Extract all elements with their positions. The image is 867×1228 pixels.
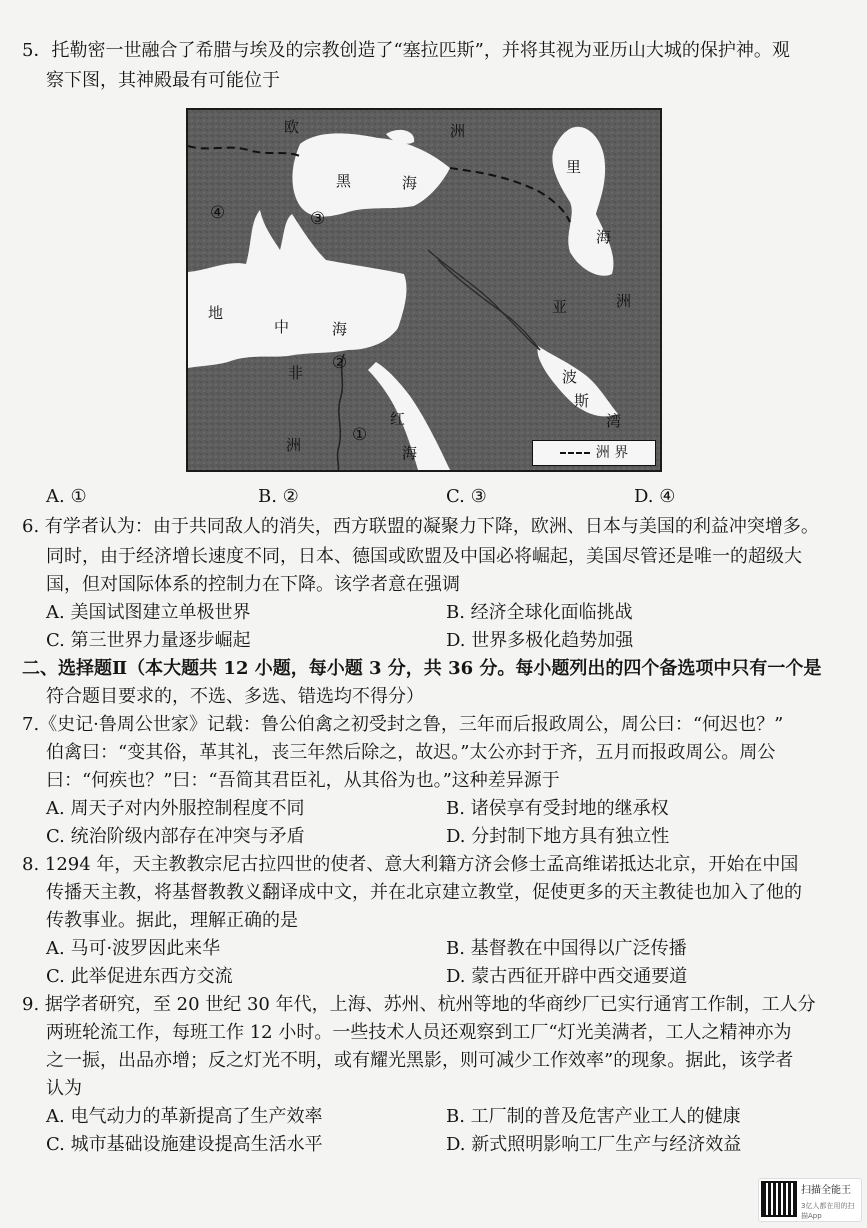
q5-option-b[interactable]: B. ②	[258, 486, 299, 507]
marker-4: ④	[210, 203, 226, 223]
map-legend	[532, 440, 656, 466]
q6-option-b[interactable]: B. 经济全球化面临挑战	[446, 602, 633, 623]
section-2-heading: 二、选择题Ⅱ（本大题共 12 小题，每小题 3 分，共 36 分。每小题列出的四个备选项中只有一个是	[22, 658, 822, 679]
q6-stem-line-1: 6. 有学者认为：由于共同敌人的消失，西方联盟的凝聚力下降，欧洲、日本与美国的利益冲突增多。	[22, 516, 819, 537]
q5-map	[186, 108, 662, 472]
q5-option-c[interactable]: C. ③	[446, 486, 487, 507]
q7-stem-line-1: 7.《史记·鲁周公世家》记载：鲁公伯禽之初受封之鲁，三年而后报政周公，周公曰：“何迟也？”	[22, 714, 784, 735]
q7-stem-line-2: 伯禽曰：“变其俗，革其礼，丧三年然后除之，故迟。”太公亦封于齐，五月而报政周公。周公	[46, 742, 776, 763]
q9-option-d[interactable]: D. 新式照明影响工厂生产与经济效益	[446, 1134, 742, 1155]
q8-stem-line-1: 8. 1294 年，天主教教宗尼古拉四世的使者、意大利籍方济会修士孟高维诺抵达北京，开始在中国	[22, 854, 799, 875]
marker-3: ③	[310, 209, 326, 229]
watermark-app-name: 扫描全能王	[801, 1185, 851, 1196]
label-africa-2: 洲	[286, 436, 302, 454]
q9-stem-line-2: 两班轮流工作，每班工作 12 小时。一些技术人员还观察到工厂“灯光美满者，工人之精神亦为	[46, 1022, 792, 1043]
q8-option-a[interactable]: A. 马可·波罗因此来华	[46, 938, 221, 959]
watermark-subtitle: 3亿人都在用的扫描App	[801, 1202, 855, 1220]
label-persian-3: 湾	[606, 412, 622, 430]
q8-option-d[interactable]: D. 蒙古西征开辟中西交通要道	[446, 966, 688, 987]
q7-option-a[interactable]: A. 周天子对内外服控制程度不同	[46, 798, 305, 819]
label-asia: 亚	[552, 298, 568, 316]
q8-option-c[interactable]: C. 此举促进东西方交流	[46, 966, 233, 987]
q6-stem-line-2: 同时，由于经济增长速度不同，日本、德国或欧盟及中国必将崛起，美国尽管还是唯一的超级大	[46, 546, 802, 567]
marker-2: ②	[332, 353, 348, 373]
section-2-heading-line-2: 符合题目要求的，不选、多选、错选均不得分）	[46, 686, 424, 707]
q9-option-c[interactable]: C. 城市基础设施建设提高生活水平	[46, 1134, 323, 1155]
label-med-3: 海	[332, 320, 348, 338]
legend-label: 洲 界	[595, 445, 629, 461]
q7-stem-line-3: 曰：“何疾也？”曰：“吾简其君臣礼，从其俗为也。”这种差异源于	[46, 770, 560, 791]
q9-stem-line-3: 之一振，出品亦增；反之灯光不明，或有耀光黑影，则可减少工作效率”的现象。据此，该学者	[46, 1050, 794, 1071]
q5-stem-line-1: 5．托勒密一世融合了希腊与埃及的宗教创造了“塞拉匹斯”，并将其视为亚历山大城的保护神。观	[22, 40, 790, 61]
map-figure	[188, 110, 660, 470]
q6-option-c[interactable]: C. 第三世界力量逐步崛起	[46, 630, 251, 651]
q5-option-d[interactable]: D. ④	[634, 486, 676, 507]
label-med: 地	[208, 304, 224, 322]
label-europe-2: 洲	[450, 122, 466, 140]
label-caspian: 里	[566, 158, 582, 176]
q9-option-a[interactable]: A. 电气动力的革新提高了生产效率	[46, 1106, 323, 1127]
q6-stem-line-3: 国，但对国际体系的控制力在下降。该学者意在强调	[46, 574, 460, 595]
q8-option-b[interactable]: B. 基督教在中国得以广泛传播	[446, 938, 687, 959]
label-black-sea-2: 海	[402, 174, 418, 192]
label-med-2: 中	[274, 318, 290, 336]
q6-option-a[interactable]: A. 美国试图建立单极世界	[46, 602, 251, 623]
marker-1: ①	[352, 425, 368, 445]
label-persian-2: 斯	[574, 392, 590, 410]
label-persian: 波	[562, 368, 578, 386]
q6-option-d[interactable]: D. 世界多极化趋势加强	[446, 630, 634, 651]
q7-option-d[interactable]: D. 分封制下地方具有独立性	[446, 826, 670, 847]
q5-option-a[interactable]: A. ①	[46, 486, 87, 507]
q9-option-b[interactable]: B. 工厂制的普及危害产业工人的健康	[446, 1106, 741, 1127]
label-europe: 欧	[284, 118, 300, 136]
label-black-sea: 黑	[336, 172, 352, 190]
label-africa: 非	[288, 364, 304, 382]
q5-stem-line-2: 察下图，其神殿最有可能位于	[46, 70, 280, 91]
label-caspian-2: 海	[596, 228, 612, 246]
q8-stem-line-3: 传教事业。据此，理解正确的是	[46, 910, 298, 931]
qr-code-icon	[763, 1183, 795, 1215]
scanner-watermark	[758, 1178, 862, 1222]
q8-stem-line-2: 传播天主教，将基督教教义翻译成中文，并在北京建立教堂，促使更多的天主教徒也加入了他的	[46, 882, 802, 903]
q9-stem-line-1: 9. 据学者研究，至 20 世纪 30 年代，上海、苏州、杭州等地的华商纱厂已实行通宵工作制，工人分	[22, 994, 816, 1015]
q7-option-c[interactable]: C. 统治阶级内部存在冲突与矛盾	[46, 826, 305, 847]
label-red-sea-2: 海	[402, 444, 418, 462]
q7-option-b[interactable]: B. 诸侯享有受封地的继承权	[446, 798, 669, 819]
legend-dash-symbol	[560, 452, 590, 454]
q9-stem-line-4: 认为	[46, 1078, 82, 1099]
label-red-sea: 红	[390, 410, 406, 428]
label-asia-2: 洲	[616, 292, 632, 310]
